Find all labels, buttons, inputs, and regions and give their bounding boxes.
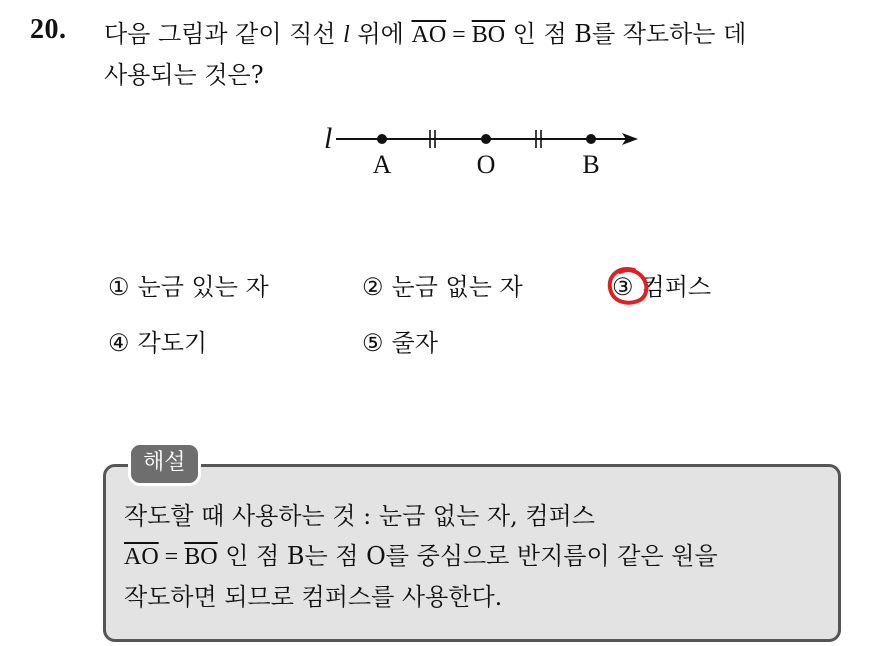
solution-text xyxy=(124,496,834,617)
choice-number: ② xyxy=(362,273,384,301)
choice-number: ① xyxy=(108,273,130,301)
solution-line3: 작도하면 되므로 컴퍼스를 사용한다. xyxy=(124,583,503,611)
point-b xyxy=(586,134,596,144)
point-a xyxy=(377,134,387,144)
choice-number: ③ xyxy=(612,273,634,301)
question-line2: 사용되는 것은? xyxy=(104,61,264,89)
choice-text: 컴퍼스 xyxy=(641,273,712,301)
line-label: l xyxy=(324,122,333,155)
question-number: 20. xyxy=(30,14,67,45)
label-a: A xyxy=(372,150,392,179)
number-line-figure xyxy=(320,118,650,182)
choice-text: 줄자 xyxy=(391,329,438,357)
choice-1[interactable] xyxy=(108,272,269,302)
solution-segment-bo: $\overline{BO}$ xyxy=(184,544,218,570)
question-part3: 인 점 B를 작도하는 데 xyxy=(505,20,747,48)
segment-bo: $\overline{BO}$ xyxy=(471,22,506,48)
question-part2: 위에 xyxy=(349,20,412,48)
choice-2[interactable] xyxy=(362,272,523,302)
solution-tag: 해설 xyxy=(128,442,201,486)
choice-text: 눈금 있는 자 xyxy=(137,273,269,301)
solution-line2-rest: 인 점 B는 점 O를 중심으로 반지름이 같은 원을 xyxy=(217,542,718,570)
label-b: B xyxy=(582,150,600,179)
label-o: O xyxy=(476,150,496,179)
question-part1: 다음 그림과 같이 직선 xyxy=(104,20,344,48)
answer-circle-mark-icon xyxy=(604,264,654,310)
question-text xyxy=(104,14,864,95)
equals-sign: = xyxy=(446,22,472,48)
solution-segment-ao: $\overline{AO}$ xyxy=(124,544,159,570)
solution-line2 xyxy=(124,536,834,577)
choice-5[interactable] xyxy=(362,328,438,358)
choice-number: ④ xyxy=(108,329,130,357)
solution-equals: = xyxy=(158,544,185,570)
choice-number: ⑤ xyxy=(362,329,384,357)
solution-line1: 작도할 때 사용하는 것 : 눈금 없는 자, 컴퍼스 xyxy=(124,502,595,530)
choice-4[interactable] xyxy=(108,328,207,358)
choice-text: 눈금 없는 자 xyxy=(391,273,523,301)
segment-ao: $\overline{AO}$ xyxy=(411,22,447,48)
line-symbol: l xyxy=(343,22,350,48)
point-o xyxy=(481,134,491,144)
choice-text: 각도기 xyxy=(137,329,208,357)
